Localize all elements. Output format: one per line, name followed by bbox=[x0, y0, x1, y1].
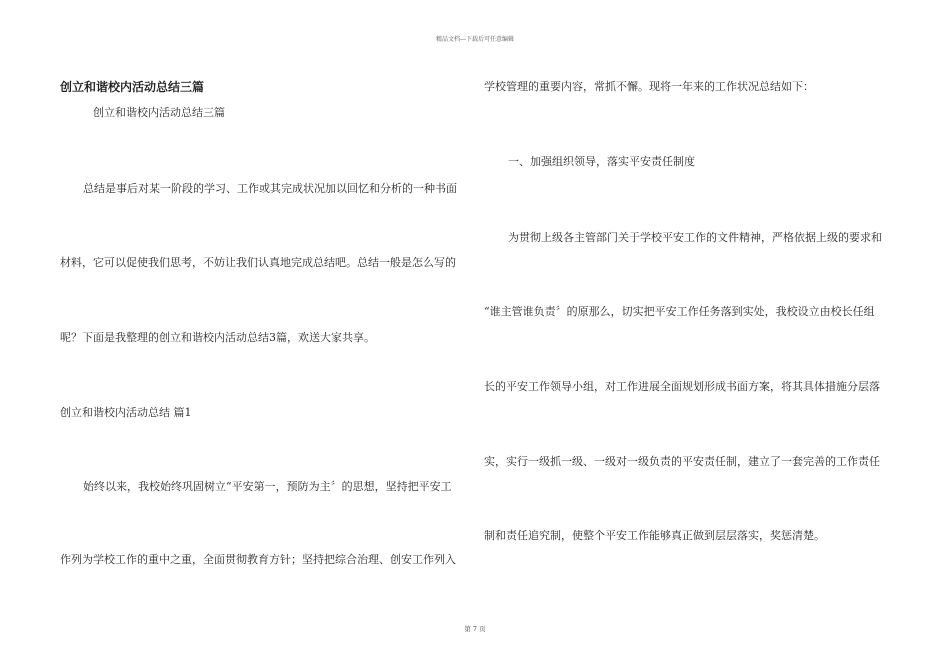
paragraph-line: 材料，它可以促使我们思考，不妨让我们认真地完成总结吧。总结一般是怎么写的 bbox=[60, 256, 456, 269]
paragraph-line: 实，实行一级抓一级、一级对一级负责的平安责任制，建立了一套完善的工作责任 bbox=[484, 455, 880, 468]
paragraph-line: 始终以来，我校始终巩固树立“平安第一，预防为主〞的思想，坚持把平安工 bbox=[83, 480, 452, 493]
paragraph-line: 为贯彻上级各主管部门关于学校平安工作的文件精神，严格依据上级的要求和 bbox=[508, 231, 882, 244]
paragraph-line: “谁主管谁负责〞的原那么，切实把平安工作任务落到实处，我校设立由校长任组 bbox=[484, 305, 875, 318]
paragraph-line: 总结是事后对某一阶段的学习、工作或其完成状况加以回忆和分析的一种书面 bbox=[83, 182, 457, 195]
page-header: 精品文档---下载后可任意编辑 bbox=[435, 36, 515, 43]
paragraph-line: 制和责任追究制，使整个平安工作能够真正做到层层落实，奖惩清楚。 bbox=[484, 529, 825, 542]
paragraph-line: 长的平安工作领导小组，对工作进展全面规划形成书面方案，将其具体措施分层落 bbox=[484, 380, 880, 393]
section-heading: 一、加强组织领导，落实平安责任制度 bbox=[508, 155, 695, 168]
document-title: 创立和谐校内活动总结三篇 bbox=[60, 80, 205, 94]
paragraph-line: 学校管理的重要内容，常抓不懈。现将一年来的工作状况总结如下： bbox=[484, 80, 814, 93]
page-number: 第 7 页 bbox=[464, 625, 486, 633]
paragraph-line: 呢？下面是我整理的创立和谐校内活动总结3篇，欢送大家共享。 bbox=[60, 331, 375, 344]
document-subtitle: 创立和谐校内活动总结三篇 bbox=[93, 106, 225, 119]
section-heading: 创立和谐校内活动总结 篇1 bbox=[60, 406, 192, 419]
paragraph-line: 作列为学校工作的重中之重，全面贯彻教育方针；坚持把综合治理、创安工作列入 bbox=[60, 553, 456, 566]
